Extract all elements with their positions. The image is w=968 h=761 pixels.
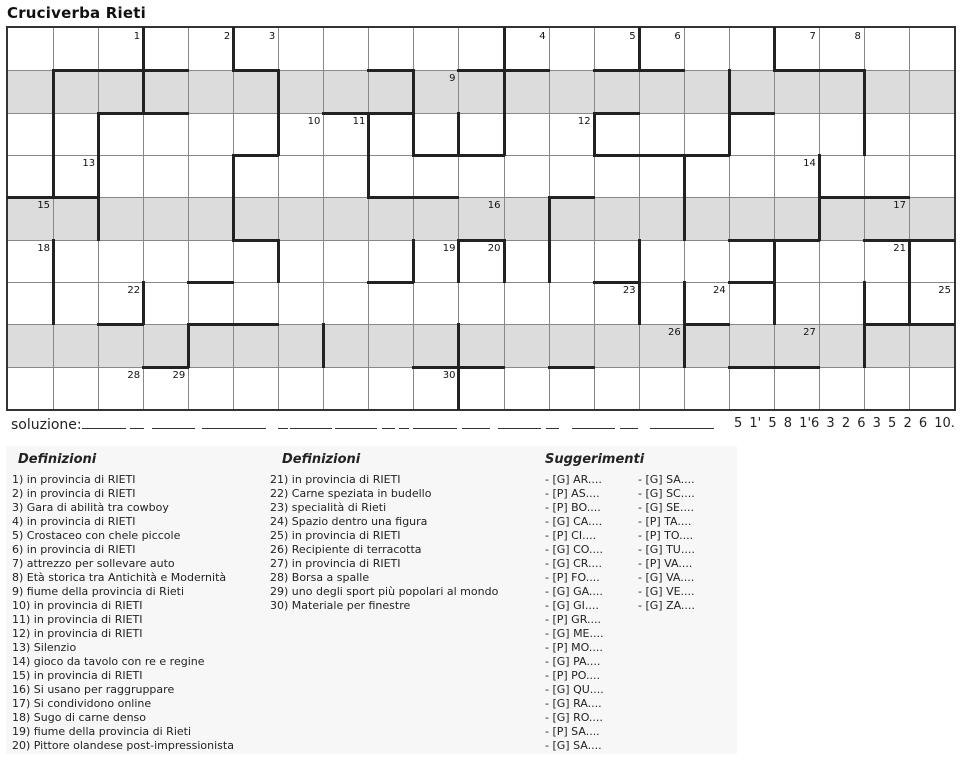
crossword-grid[interactable] [6,26,956,411]
list-item: - [G] SA.... [545,739,602,752]
list-item: - [G] GI.... [545,599,599,612]
list-item: 10) in provincia di RIETI [12,599,143,612]
solution-blank [82,428,126,429]
word-boundary [728,281,775,284]
word-boundary [367,196,459,199]
word-boundary [97,112,100,241]
word-boundary [367,281,414,284]
word-boundary [322,323,325,367]
puzzle-title: Cruciverba Rieti [7,4,146,22]
word-boundary [863,69,866,156]
hints-heading: Suggerimenti [545,452,645,467]
list-item: - [P] MO.... [545,641,603,654]
word-boundary [593,112,640,115]
solution-blank [335,428,377,429]
clue-number: 16 [487,200,501,212]
grid-line [639,28,640,409]
list-item: 27) in provincia di RIETI [270,557,401,570]
list-item: 24) Spazio dentro una figura [270,515,428,528]
grid-line [909,28,910,409]
word-boundary [232,239,279,242]
list-item: 17) Si condividono online [12,697,152,710]
list-item: - [P] CI.... [545,529,597,542]
word-boundary [142,281,145,325]
word-boundary [863,239,955,242]
word-boundary [367,69,414,72]
list-item: 12) in provincia di RIETI [12,627,143,640]
list-item: - [G] SC.... [638,487,695,500]
word-boundary [7,196,99,199]
list-item: 29) uno degli sport più popolari al mondo [270,585,499,598]
clue-number: 3 [268,31,276,42]
word-boundary [97,112,189,115]
solution-blank [152,428,195,429]
clue-number: 7 [809,31,816,42]
clue-number: 14 [803,158,816,169]
list-item: 28) Borsa a spalle [270,571,370,584]
list-item: - [G] CO.... [545,543,603,556]
clue-number: 19 [442,242,456,254]
list-item: - [G] RA.... [545,697,602,710]
clue-number: 5 [629,31,636,42]
word-boundary [548,196,551,283]
list-item: - [G] VE.... [638,585,695,598]
word-boundary [683,323,730,326]
word-boundary [232,154,279,157]
grid-line [368,28,369,409]
list-item: - [G] GA.... [545,585,603,598]
clue-number: 20 [487,242,501,254]
definitions-heading-2: Definizioni [282,452,361,467]
word-boundary [277,239,280,283]
list-item: - [G] TU.... [638,543,695,556]
list-item: - [P] PO.... [545,669,601,682]
word-boundary [683,154,686,241]
list-item: 4) in provincia di RIETI [12,515,136,528]
list-item: 8) Età storica tra Antichità e Modernità [12,571,227,584]
word-boundary [412,366,504,369]
list-item: 3) Gara di abilità tra cowboy [12,501,169,514]
clue-number: 10 [307,115,321,127]
word-boundary [863,323,955,326]
list-item: 26) Recipiente di terracotta [270,543,422,556]
solution-blank [382,428,395,429]
clue-number: 6 [674,31,681,42]
definitions-list-2 [270,473,498,613]
hints-list-1 [545,473,604,753]
list-item: 25) in provincia di RIETI [270,529,401,542]
list-item: - [P] GR.... [545,613,601,626]
list-item: - [G] SA.... [638,473,695,486]
grid-line [8,282,954,283]
list-item: - [G] ZA.... [638,599,695,612]
word-boundary [457,112,460,156]
list-item: - [P] VA.... [638,557,693,570]
word-boundary [728,239,820,242]
word-boundary [277,69,280,156]
list-item: 18) Sugo di carne denso [12,711,147,724]
clue-number: 4 [539,31,546,42]
list-item: 9) fiume della provincia di Rieti [12,585,185,598]
word-boundary [52,239,55,326]
solution-blank [130,428,144,429]
clue-number: 18 [37,242,51,254]
list-item: - [P] TA.... [638,515,692,528]
word-boundary [728,366,820,369]
word-boundary [187,281,234,284]
solution-blank [546,428,559,429]
solution-blank [278,428,288,429]
list-item: - [P] SA.... [545,725,600,738]
solution-code: 5 1' 5 8 1'6 3 2 6 3 5 2 6 10. [734,416,955,431]
solution-blank [413,428,457,429]
grid-line [594,28,595,409]
list-item: 2) in provincia di RIETI [12,487,136,500]
solution-blank [498,428,541,429]
clue-number: 30 [442,369,456,381]
clue-number: 29 [172,369,186,381]
word-boundary [412,154,504,157]
clue-number: 24 [713,285,726,296]
list-item: - [G] CR.... [545,557,602,570]
list-item: 23) specialità di Rieti [270,501,387,514]
list-item: 21) in provincia di RIETI [270,473,401,486]
list-item: - [G] CA.... [545,515,603,528]
solution-label: soluzione: [11,417,82,433]
clue-number: 21 [893,242,906,254]
word-boundary [52,69,55,198]
word-boundary [503,239,506,283]
clue-number: 28 [127,369,141,381]
word-boundary [97,323,144,326]
definitions-list-1 [12,473,234,753]
clue-number: 17 [893,200,906,212]
list-item: 19) fiume della provincia di Rieti [12,725,192,738]
word-boundary [142,27,145,71]
shaded-row [8,70,954,112]
clue-number: 12 [577,115,591,127]
list-item: 30) Materiale per finestre [270,599,411,612]
clue-number: 9 [449,73,456,85]
list-item: - [G] RO.... [545,711,603,724]
list-item: - [G] AR.... [545,473,602,486]
list-item: - [G] ME.... [545,627,604,640]
clue-number: 22 [127,285,141,296]
word-boundary [503,69,506,156]
word-boundary [457,69,549,72]
clue-number: 15 [37,200,51,212]
clue-number: 13 [82,158,96,169]
list-item: 6) in provincia di RIETI [12,543,136,556]
solution-blank [650,428,714,429]
clue-number: 23 [622,285,636,296]
solution-blank [399,428,409,429]
solution-blank [202,428,266,429]
word-boundary [232,154,235,241]
clue-number: 25 [938,285,951,296]
word-boundary [818,196,910,199]
grid-line [8,324,954,325]
clue-number: 11 [352,115,366,127]
clue-number: 27 [803,327,816,339]
word-boundary [187,323,190,367]
list-item: - [P] BO.... [545,501,601,514]
word-boundary [548,196,595,199]
word-boundary [728,112,775,115]
grid-line [774,28,775,409]
list-item: - [P] FO.... [545,571,600,584]
clue-number: 2 [223,31,231,42]
definitions-heading-1: Definizioni [18,452,97,467]
list-item: 7) attrezzo per sollevare auto [12,557,175,570]
grid-line [8,197,954,198]
word-boundary [142,366,189,369]
list-item: 11) in provincia di RIETI [12,613,143,626]
list-item: 15) in provincia di RIETI [12,669,143,682]
list-item: - [G] VA.... [638,571,695,584]
list-item: - [G] PA.... [545,655,601,668]
word-boundary [593,112,596,156]
word-boundary [548,366,595,369]
word-boundary [232,69,279,72]
list-item: 13) Silenzio [12,641,77,654]
list-item: 1) in provincia di RIETI [12,473,136,486]
solution-blank [572,428,615,429]
word-boundary [908,239,911,326]
list-item: 14) gioco da tavolo con re e regine [12,655,205,668]
list-item: - [P] TO.... [638,529,694,542]
list-item: - [G] QU.... [545,683,604,696]
word-boundary [593,154,730,157]
list-item: 5) Crostaceo con chele piccole [12,529,181,542]
word-boundary [773,69,865,72]
hints-list-2 [638,473,695,613]
word-boundary [457,239,504,242]
list-item: 20) Pittore olandese post-impressionista [12,739,234,752]
list-item: 22) Carne speziata in budello [270,487,432,500]
word-boundary [187,323,279,326]
word-boundary [52,69,189,72]
solution-blank [620,428,638,429]
word-boundary [142,69,145,113]
solution-blank [462,428,490,429]
clue-number: 26 [667,327,681,339]
list-item: - [P] AS.... [545,487,600,500]
word-boundary [593,281,640,284]
word-boundary [593,69,685,72]
list-item: 16) Si usano per raggruppare [12,683,175,696]
word-boundary [367,112,370,199]
clue-number: 8 [854,31,861,42]
clue-number: 1 [133,31,141,42]
solution-blank [290,428,332,429]
word-boundary [322,112,414,115]
list-item: - [G] SE.... [638,501,694,514]
